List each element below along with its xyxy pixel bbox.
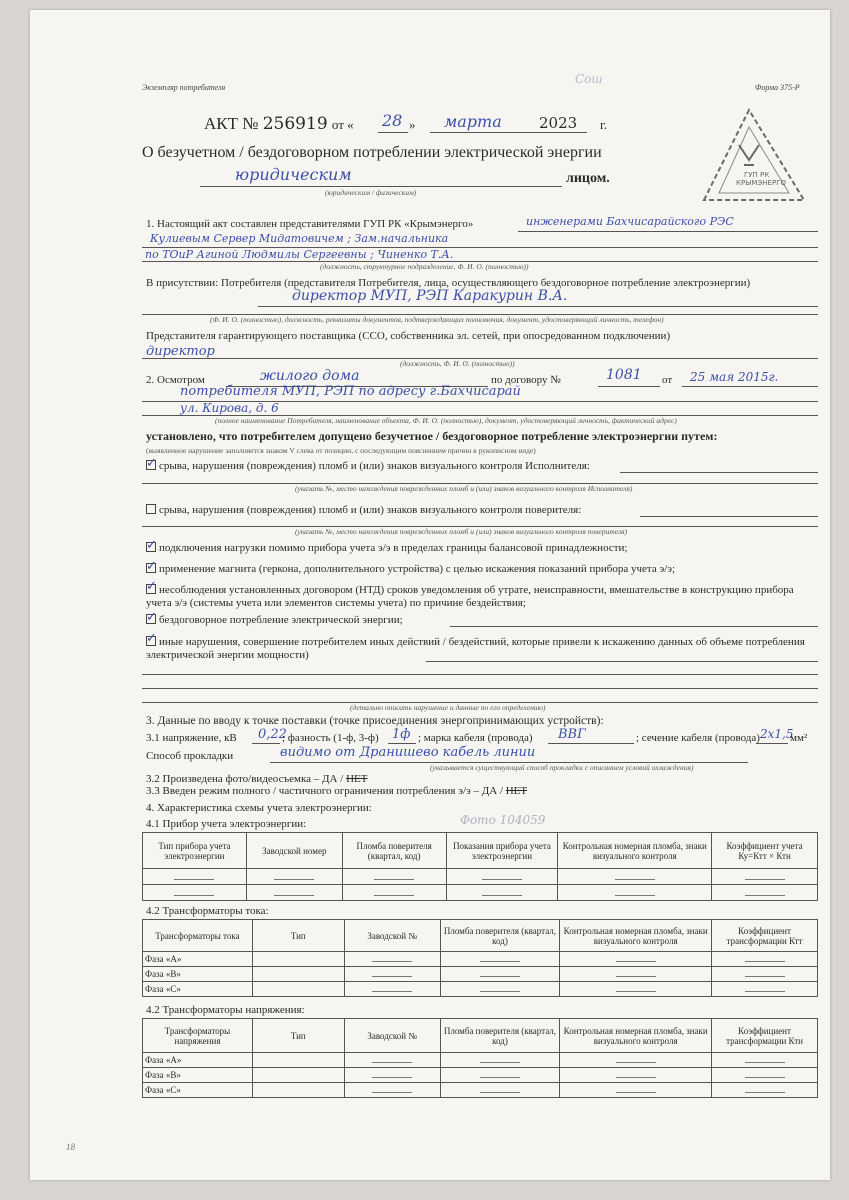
organization-stamp bbox=[694, 105, 814, 205]
section1-rep3: по ТОиР Агиной Людмилы Сергеевны ; Чиненко Т.А. bbox=[145, 248, 454, 261]
faint-handwriting: Сош bbox=[575, 72, 603, 86]
meter-subtitle: 4.1 Прибор учета электроэнергии: bbox=[146, 818, 307, 830]
act-label: АКТ № bbox=[204, 114, 259, 133]
phase-value: 1ф bbox=[392, 727, 411, 742]
violation-item-1[interactable]: ✓ срыва, нарушения (повреждения) пломб и (или) знаков визуального контроля Исполнителя: bbox=[146, 456, 590, 472]
section4-title: 4. Характеристика схемы учета электроэнергии: bbox=[146, 802, 372, 814]
entity-type-value: юридическим bbox=[235, 165, 352, 184]
act-day: 28 bbox=[382, 111, 403, 130]
section1-rep1: инженерами Бахчисарайского РЭС bbox=[526, 215, 734, 228]
presence-value: директор МУП, РЭП Каракурин В.А. bbox=[292, 288, 568, 304]
supplier-rep-value: директор bbox=[146, 344, 215, 359]
current-transformers-title: 4.2 Трансформаторы тока: bbox=[146, 905, 269, 917]
photo-line: 3.2 Произведена фото/видеосъемка – ДА / НЕТ bbox=[146, 773, 368, 785]
violation-item-7[interactable]: ✓ иные нарушения, совершение потребителем иных действий / бездействий, которые привели к искажению данных об объеме потребления электрической энергии мощности) bbox=[146, 631, 805, 661]
checkbox-6[interactable]: ✓ bbox=[146, 610, 157, 625]
presence-text: В присутствии: Потребителя (представителя Потребителя, лица, осуществляющего бездоговорное потребление электроэнергии) bbox=[146, 277, 751, 289]
form-number: Форма 375-Р bbox=[755, 83, 800, 92]
inspection-detail2: ул. Кирова, д. 6 bbox=[180, 401, 279, 415]
voltage-row: 3.1 напряжение, кВ bbox=[146, 732, 237, 744]
meter-table: Тип прибора учета электроэнергии Заводской номер Пломба поверителя (квартал, код) Показания прибора учета электроэнергии Контрольная номерная пломба, знаки визуального контроля Коэффициент учета Ку=Ктт × Ктн bbox=[142, 832, 818, 901]
violation-item-2[interactable]: срыва, нарушения (повреждения) пломб и (или) знаков визуального контроля поверителя: bbox=[146, 504, 581, 516]
inspection-detail1: потребителя МУП, РЭП по адресу г.Бахчисарай bbox=[180, 384, 521, 399]
act-year: 2023 bbox=[539, 114, 578, 132]
voltage-transformers-title: 4.2 Трансформаторы напряжения: bbox=[146, 1004, 305, 1016]
established-text: установлено, что потребителем допущено безучетное / бездоговорное потребление электроэнергии путем: bbox=[146, 429, 718, 443]
violation-item-4[interactable]: ✓ применение магнита (геркона, дополнительного устройства) с целью искажения показаний прибора учета э/э; bbox=[146, 559, 676, 575]
act-subject: О безучетном / бездоговорном потреблении электрической энергии bbox=[142, 144, 602, 161]
inspection-object: жилого дома bbox=[260, 368, 360, 384]
checkbox-4[interactable]: ✓ bbox=[146, 559, 157, 574]
act-from: от « bbox=[331, 117, 354, 132]
contract-date: 25 мая 2015г. bbox=[690, 370, 779, 384]
act-month: марта bbox=[444, 112, 502, 131]
current-transformers-table: Трансформаторы тока Тип Заводской № Пломба поверителя (квартал, код) Контрольная номерная пломба, знаки визуального контроля Коэффициент трансформации Ктт Фаза «А» Фаза «В» Фаза «С» bbox=[142, 919, 818, 997]
voltage-transformers-table: Трансформаторы напряжения Тип Заводской № Пломба поверителя (квартал, код) Контрольная номерная пломба, знаки визуального контроля Коэффициент трансформации Ктн Фаза «А» Фаза «В» Фаза «С» bbox=[142, 1018, 818, 1098]
copy-label: Экземпляр потребителя bbox=[142, 83, 226, 92]
inspection-label: 2. Осмотром bbox=[146, 374, 205, 386]
laying-value: видимо от Дранишево кабель линии bbox=[280, 745, 536, 760]
checkbox-2[interactable] bbox=[146, 504, 156, 514]
section1-text: 1. Настоящий акт составлен представителями ГУП РК «Крымэнерго» bbox=[146, 218, 474, 230]
contract-number: 1081 bbox=[606, 367, 642, 383]
act-number: 256919 bbox=[262, 114, 328, 134]
faint-meter-note: Фото 104059 bbox=[460, 813, 546, 827]
stamp-text-2: КРЫМЭНЕРГО bbox=[736, 179, 786, 187]
checkbox-5[interactable]: ✓ bbox=[146, 579, 157, 594]
checkbox-1[interactable]: ✓ bbox=[146, 456, 157, 471]
checkbox-3[interactable]: ✓ bbox=[146, 538, 157, 553]
violation-item-5[interactable]: ✓ несоблюдения установленных договором (НТД) сроков уведомления об утрате, неисправности, вмешательстве в конструкцию прибора учета э/э (системы учета или элементов системы учета) по причине бездействия; bbox=[146, 579, 794, 609]
section1-rep2: Кулиевым Сервер Мидатовичем ; Зам.начальника bbox=[150, 232, 449, 245]
document-page: Экземпляр потребителя Форма 375-Р Сош АКТ № 256919 от « 28 » марта 2023 г. О безучетном / бездоговорном потреблении электрической энергии юридическим (юридическим / физическим) лицом. ГУП РК КРЫМЭНЕРГО 1. Настоящий акт составлен представителями ГУП РК «Крымэнерго» инженерами Бахчисарайского РЭС Кулиевым Сервер Мидатовичем ; Зам.начальника по ТОиР Агиной Людмилы Сергеевны ; Чиненко Т.А. (должность, структурное подразделение, Ф. И. О. (полностью)) В присутствии: Потребителя (представителя Потребителя, лица, осуществляющего бездоговорное потребление электроэнергии) директор МУП, РЭП Каракурин В.А. (Ф. И. О. (полностью), должность, реквизиты документов, подтверждающих полномочия, документ, удостоверяющий личность, телефон) Представителя гарантирующего поставщика (ССО, собственника эл. сетей, при опосредованном подключении) директор (должность, Ф. И. О. (полностью)) 2. Осмотром жилого дома по договору № 1081 от 25 мая 2015г. потребителя МУП, РЭП по адресу г.Бахчисарай ул. Кирова, д. 6 (полное наименование Потребителя, наименование объекта, Ф. И. О. (полностью), документ, удостоверяющий личность, фактический адрес) установлено, что потребителем допущено безучетное / бездоговорное потребление электроэнергии путем: (выявленное нарушение заполняется знаком V слева от позиции, с последующим пояснением причин в рукописном виде) ✓ срыва, нарушения (повреждения) пломб и (или) знаков визуального контроля Исполнителя: (указать №, место нахождения поврежденных пломб и (или) знаков визуального контроля Исполнителя) срыва, нарушения (повреждения) пломб и (или) знаков визуального контроля поверителя: (указать №, место нахождения поврежденных пломб и (или) знаков визуального контроля поверителя) ✓ подключения нагрузки помимо прибора учета э/э в пределах границы балансовой принадлежности; ✓ применение магнита (геркона, дополнительного устройства) с целью искажения показаний прибора учета э/э; ✓ несоблюдения установленных договором (НТД) сроков уведомления об утрате, неисправности, вмешательстве в конструкцию прибора учета э/э (системы учета или элементов системы учета) по причине бездействия; ✓ бездоговорное потребление электрической энергии; ✓ иные нарушения, совершение потребителем иных действий / бездействий, которые привели к искажению данных об объеме потребления электрической энергии мощности) (детально описать нарушение и данные по его определению) 3. Данные по вводу к точке поставки (точке присоединения энергопринимающих устройств): 3.1 напряжение, кВ 0,22 ; фазность (1-ф, 3-ф) 1ф ; марка кабеля (провода) ВВГ ; сечение кабеля (провода) 2х1,5 мм² Способ прокладки видимо от Дранишево кабель линии (указывается существующий способ прокладки с описанием условий охлаждения) 3.2 Произведена фото/видеосъемка – ДА / НЕТ 3.3 Введен режим полного / частичного ограничения потребления э/э – ДА / НЕТ 4. Характеристика схемы учета электроэнергии: Фото 104059 4.1 Прибор учета электроэнергии: Тип прибора учета электроэнергии Заводской номер Пломба поверителя (квартал, код) Показания прибора учета электроэнергии Контрольная номерная пломба, знаки визуального контроля Коэффициент учета Ку=Ктт × Ктн 4.2 Трансформаторы тока: Трансформаторы тока Тип Заводской № Пломба поверителя (квартал, код) Контрольная номерная пломба, знаки визуального контроля Коэффициент трансформации Ктт Фаза «А» Фаза «В» Фаза «С» 4.2 Трансформаторы напряжения: Трансформаторы напряжения Тип Заводской № Пломба поверителя (квартал, код) Контрольная номерная пломба, знаки визуального контроля Коэффициент трансформации Ктн Фаза «А» Фаза «В» Фаза «С» 18 bbox=[30, 10, 830, 1180]
page-mark: 18 bbox=[66, 1142, 75, 1152]
section3-title: 3. Данные по вводу к точке поставки (точке присоединения энергопринимающих устройств): bbox=[146, 715, 604, 727]
section-value: 2х1,5 bbox=[760, 727, 794, 741]
supplier-rep-text: Представителя гарантирующего поставщика (ССО, собственника эл. сетей, при опосредованном подключении) bbox=[146, 330, 671, 342]
act-title bbox=[204, 114, 354, 134]
violation-item-3[interactable]: ✓ подключения нагрузки помимо прибора учета э/э в пределах границы балансовой принадлежности; bbox=[146, 538, 628, 554]
cable-value: ВВГ bbox=[558, 727, 586, 742]
entity-suffix: лицом. bbox=[566, 171, 610, 186]
stamp-text-1: ГУП РК bbox=[744, 171, 770, 179]
limitation-line: 3.3 Введен режим полного / частичного ограничения потребления э/э – ДА / НЕТ bbox=[146, 785, 528, 797]
voltage-value: 0,22 bbox=[258, 727, 287, 742]
violation-item-6[interactable]: ✓ бездоговорное потребление электрической энергии; bbox=[146, 610, 403, 626]
checkbox-7[interactable]: ✓ bbox=[146, 631, 157, 646]
